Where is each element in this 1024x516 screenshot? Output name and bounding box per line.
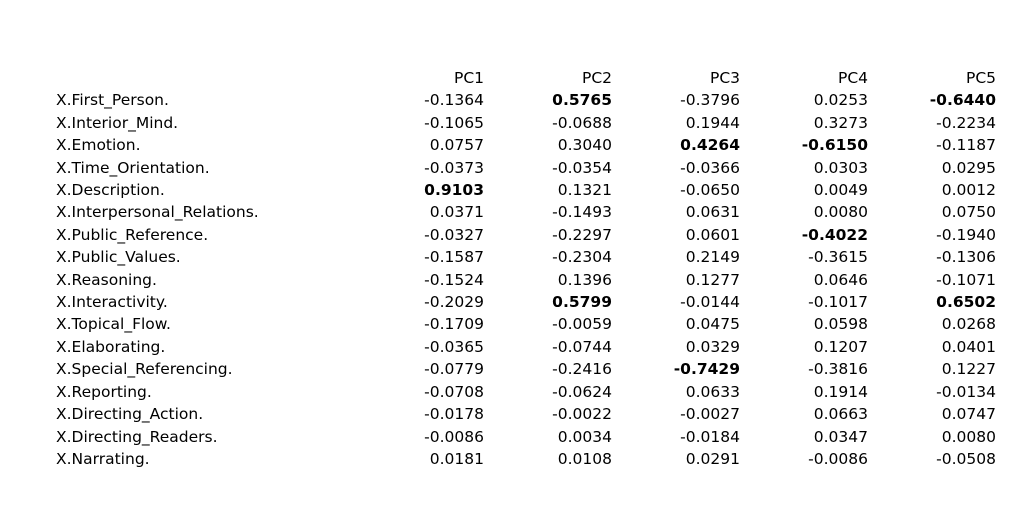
loading-value-pc4: -0.4022: [801, 225, 868, 244]
variable-label: X.Directing_Readers.: [56, 427, 218, 446]
table-row: [56, 448, 996, 470]
loading-value-pc5: 0.0268: [941, 315, 996, 334]
loading-value-pc5: 0.0747: [941, 405, 996, 424]
loading-value-pc3: 0.0475: [685, 315, 740, 334]
loading-value-pc1: 0.0757: [429, 136, 484, 155]
header-row: [56, 67, 996, 89]
variable-label: X.Interactivity.: [56, 293, 168, 312]
table-row: [56, 246, 996, 268]
variable-label: X.Topical_Flow.: [56, 315, 171, 334]
loading-value-pc3: -0.0144: [680, 293, 740, 312]
table-row: [56, 89, 996, 111]
loading-value-pc1: -0.0178: [424, 405, 484, 424]
loading-value-pc4: 0.0049: [813, 181, 868, 200]
column-header-pc1: PC1: [453, 69, 484, 87]
loading-value-pc3: 0.0601: [685, 225, 740, 244]
loading-value-pc2: 0.0034: [557, 427, 612, 446]
variable-label: X.Interior_Mind.: [56, 113, 179, 132]
loading-value-pc3: -0.0366: [680, 158, 740, 177]
loading-value-pc1: -0.0779: [424, 360, 484, 379]
table-row: [56, 269, 996, 291]
loading-value-pc3: -0.0184: [680, 427, 740, 446]
pca-loadings-table: [56, 67, 996, 470]
loading-value-pc4: -0.3816: [808, 360, 868, 379]
loading-value-pc4: -0.3615: [808, 248, 868, 267]
loading-value-pc5: -0.2234: [936, 113, 996, 132]
loading-value-pc3: 0.2149: [685, 248, 740, 267]
loading-value-pc2: 0.0108: [557, 449, 612, 468]
loading-value-pc5: -0.1071: [936, 270, 996, 289]
table-row: [56, 224, 996, 246]
loading-value-pc3: 0.4264: [680, 136, 740, 155]
loading-value-pc2: -0.0059: [552, 315, 612, 334]
table-row: [56, 426, 996, 448]
loading-value-pc2: 0.5799: [552, 293, 612, 312]
table-body: [56, 89, 996, 470]
loading-value-pc5: -0.1306: [936, 248, 996, 267]
loading-value-pc2: -0.2416: [552, 360, 612, 379]
table-row: [56, 179, 996, 201]
loading-value-pc1: -0.0365: [424, 337, 484, 356]
column-header-pc4: PC4: [837, 69, 868, 87]
loading-value-pc4: 0.0347: [813, 427, 868, 446]
loading-value-pc1: 0.0371: [429, 203, 484, 222]
loading-value-pc5: -0.1940: [936, 225, 996, 244]
loading-value-pc3: -0.3796: [680, 91, 740, 110]
table-row: [56, 358, 996, 380]
loading-value-pc2: -0.0624: [552, 382, 612, 401]
loading-value-pc2: -0.2297: [552, 225, 612, 244]
variable-label: X.Elaborating.: [56, 337, 166, 356]
variable-label: X.Narrating.: [56, 449, 150, 468]
loading-value-pc1: 0.0181: [429, 449, 484, 468]
loading-value-pc4: 0.3273: [813, 113, 868, 132]
loading-value-pc2: -0.0688: [552, 113, 612, 132]
loading-value-pc1: 0.9103: [424, 181, 484, 200]
variable-label: X.Reporting.: [56, 382, 152, 401]
loading-value-pc5: 0.0080: [941, 427, 996, 446]
column-header-pc3: PC3: [709, 69, 740, 87]
loading-value-pc1: -0.1709: [424, 315, 484, 334]
loading-value-pc5: -0.0508: [936, 449, 996, 468]
loading-value-pc3: -0.7429: [673, 360, 740, 379]
loading-value-pc3: -0.0027: [680, 405, 740, 424]
table-row: [56, 291, 996, 313]
loading-value-pc5: -0.6440: [929, 91, 996, 110]
loading-value-pc5: 0.1227: [941, 360, 996, 379]
loading-value-pc3: -0.0650: [680, 181, 740, 200]
table-row: [56, 134, 996, 156]
loading-value-pc4: 0.0303: [813, 158, 868, 177]
table-row: [56, 112, 996, 134]
loading-value-pc4: 0.0598: [813, 315, 868, 334]
loading-value-pc2: -0.0022: [552, 405, 612, 424]
loading-value-pc4: -0.0086: [808, 449, 868, 468]
loading-value-pc1: -0.1364: [424, 91, 484, 110]
loading-value-pc5: -0.0134: [936, 382, 996, 401]
loading-value-pc2: -0.2304: [552, 248, 612, 267]
loading-value-pc2: -0.0744: [552, 337, 612, 356]
column-header-pc5: PC5: [965, 69, 996, 87]
loading-value-pc1: -0.1065: [424, 113, 484, 132]
loading-value-pc4: 0.0253: [813, 91, 868, 110]
loading-value-pc3: 0.1277: [685, 270, 740, 289]
loading-value-pc1: -0.0086: [424, 427, 484, 446]
variable-label: X.Public_Values.: [56, 248, 181, 267]
loading-value-pc5: -0.1187: [936, 136, 996, 155]
column-header-pc2: PC2: [581, 69, 612, 87]
loading-value-pc3: 0.0631: [685, 203, 740, 222]
variable-label: X.Special_Referencing.: [56, 360, 233, 379]
loading-value-pc3: 0.1944: [685, 113, 740, 132]
variable-label: X.Description.: [56, 181, 165, 200]
variable-label: X.Time_Orientation.: [56, 158, 210, 177]
table-row: [56, 403, 996, 425]
loading-value-pc4: 0.1207: [813, 337, 868, 356]
loading-value-pc4: 0.1914: [813, 382, 868, 401]
loading-value-pc1: -0.0327: [424, 225, 484, 244]
loading-value-pc1: -0.0373: [424, 158, 484, 177]
loading-value-pc3: 0.0291: [685, 449, 740, 468]
variable-label: X.Public_Reference.: [56, 225, 209, 244]
table-row: [56, 157, 996, 179]
loading-value-pc2: -0.1493: [552, 203, 612, 222]
variable-label: X.Directing_Action.: [56, 405, 204, 424]
loading-value-pc2: 0.1396: [557, 270, 612, 289]
variable-label: X.Emotion.: [56, 136, 141, 155]
loading-value-pc5: 0.0750: [941, 203, 996, 222]
loading-value-pc4: 0.0646: [813, 270, 868, 289]
table-row: [56, 201, 996, 223]
variable-label: X.Interpersonal_Relations.: [56, 203, 259, 222]
loading-value-pc2: 0.5765: [552, 91, 612, 110]
variable-label: X.First_Person.: [56, 91, 169, 110]
loading-value-pc5: 0.0012: [941, 181, 996, 200]
column-header-variable: [56, 67, 356, 89]
loading-value-pc1: -0.1524: [424, 270, 484, 289]
loading-value-pc2: 0.1321: [557, 181, 612, 200]
variable-label: X.Reasoning.: [56, 270, 157, 289]
loading-value-pc3: 0.0633: [685, 382, 740, 401]
table-row: [56, 313, 996, 335]
loading-value-pc4: 0.0080: [813, 203, 868, 222]
loading-value-pc5: 0.6502: [936, 293, 996, 312]
loading-value-pc2: -0.0354: [552, 158, 612, 177]
loading-value-pc1: -0.2029: [424, 293, 484, 312]
table-row: [56, 336, 996, 358]
loading-value-pc1: -0.0708: [424, 382, 484, 401]
loading-value-pc3: 0.0329: [685, 337, 740, 356]
loading-value-pc4: -0.1017: [808, 293, 868, 312]
loading-value-pc4: -0.6150: [801, 136, 868, 155]
loading-value-pc1: -0.1587: [424, 248, 484, 267]
table-row: [56, 381, 996, 403]
loading-value-pc5: 0.0401: [941, 337, 996, 356]
loading-value-pc5: 0.0295: [941, 158, 996, 177]
loading-value-pc2: 0.3040: [557, 136, 612, 155]
loading-value-pc4: 0.0663: [813, 405, 868, 424]
